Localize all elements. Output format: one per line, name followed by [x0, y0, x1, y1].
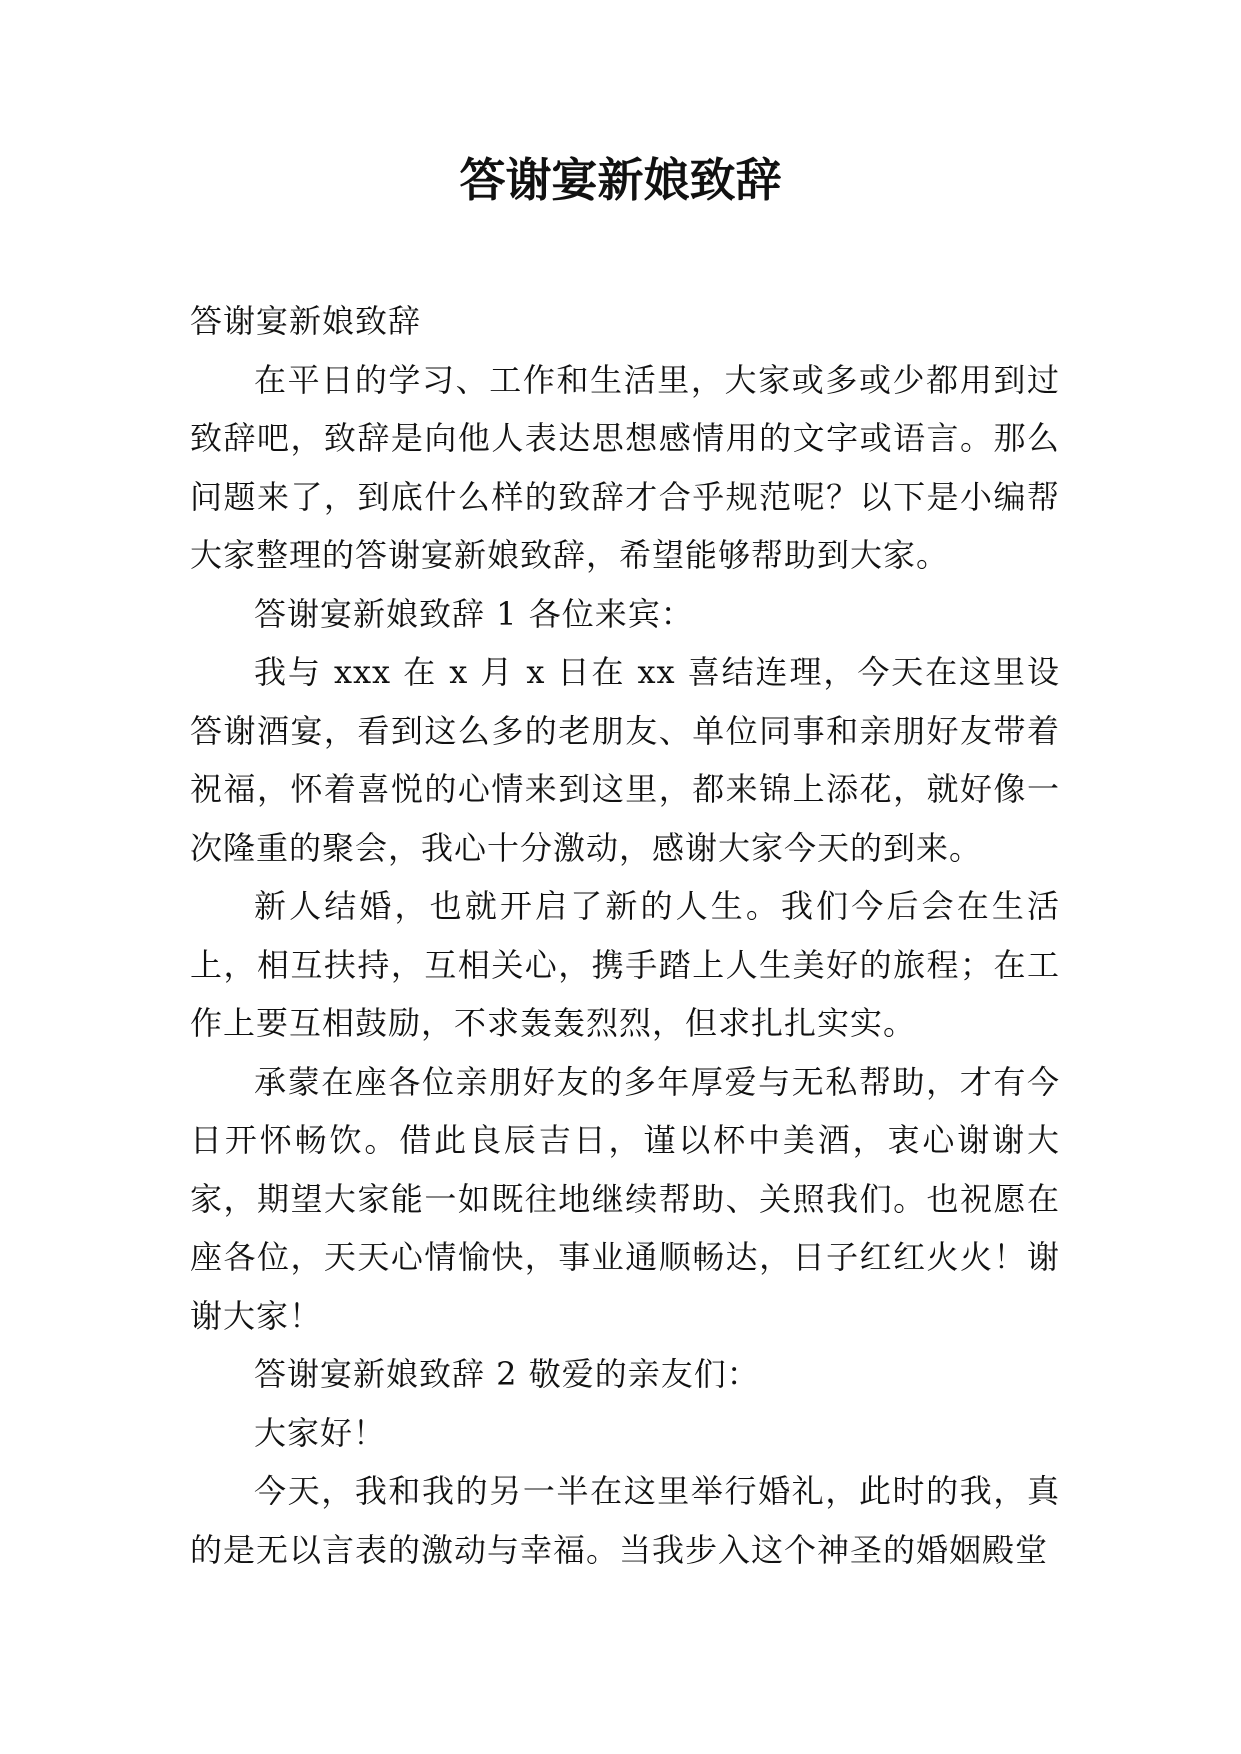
paragraph: 新人结婚，也就开启了新的人生。我们今后会在生活上，相互扶持，互相关心，携手踏上人生美好的旅程；在工作上要互相鼓励，不求轰轰烈烈，但求扎扎实实。 [190, 887, 1060, 1042]
paragraph: 在平日的学习、工作和生活里，大家或多或少都用到过致辞吧，致辞是向他人表达思想感情用的文字或语言。那么问题来了，到底什么样的致辞才合乎规范呢？以下是小编帮大家整理的答谢宴新娘致辞，希望能够帮助到大家。 [190, 360, 1060, 574]
paragraph: 承蒙在座各位亲朋好友的多年厚爱与无私帮助，才有今日开怀畅饮。借此良辰吉日，谨以杯中美酒，衷心谢谢大家，期望大家能一如既往地继续帮助、关照我们。也祝愿在座各位，天天心情愉快，事业通顺畅达，日子红红火火！谢谢大家！ [190, 1062, 1060, 1335]
paragraph: 答谢宴新娘致辞 2 敬爱的亲友们： [254, 1355, 760, 1393]
document-body [190, 292, 1060, 1579]
paragraph: 我与 xxx 在 x 月 x 日在 xx 喜结连理，今天在这里设答谢酒宴，看到这么多的老朋友、单位同事和亲朋好友带着祝福，怀着喜悦的心情来到这里，都来锦上添花，就好像一次隆重的聚会，我心十分激动，感谢大家今天的到来。 [190, 653, 1060, 867]
paragraph: 答谢宴新娘致辞 1 各位来宾： [254, 594, 694, 633]
paragraph: 大家好！ [254, 1413, 387, 1452]
document-title: 答谢宴新娘致辞 [459, 153, 782, 207]
paragraph: 今天，我和我的另一半在这里举行婚礼，此时的我，真的是无以言表的激动与幸福。当我步入这个神圣的婚姻殿堂 [190, 1472, 1060, 1569]
document-subtitle: 答谢宴新娘致辞 [190, 302, 422, 340]
